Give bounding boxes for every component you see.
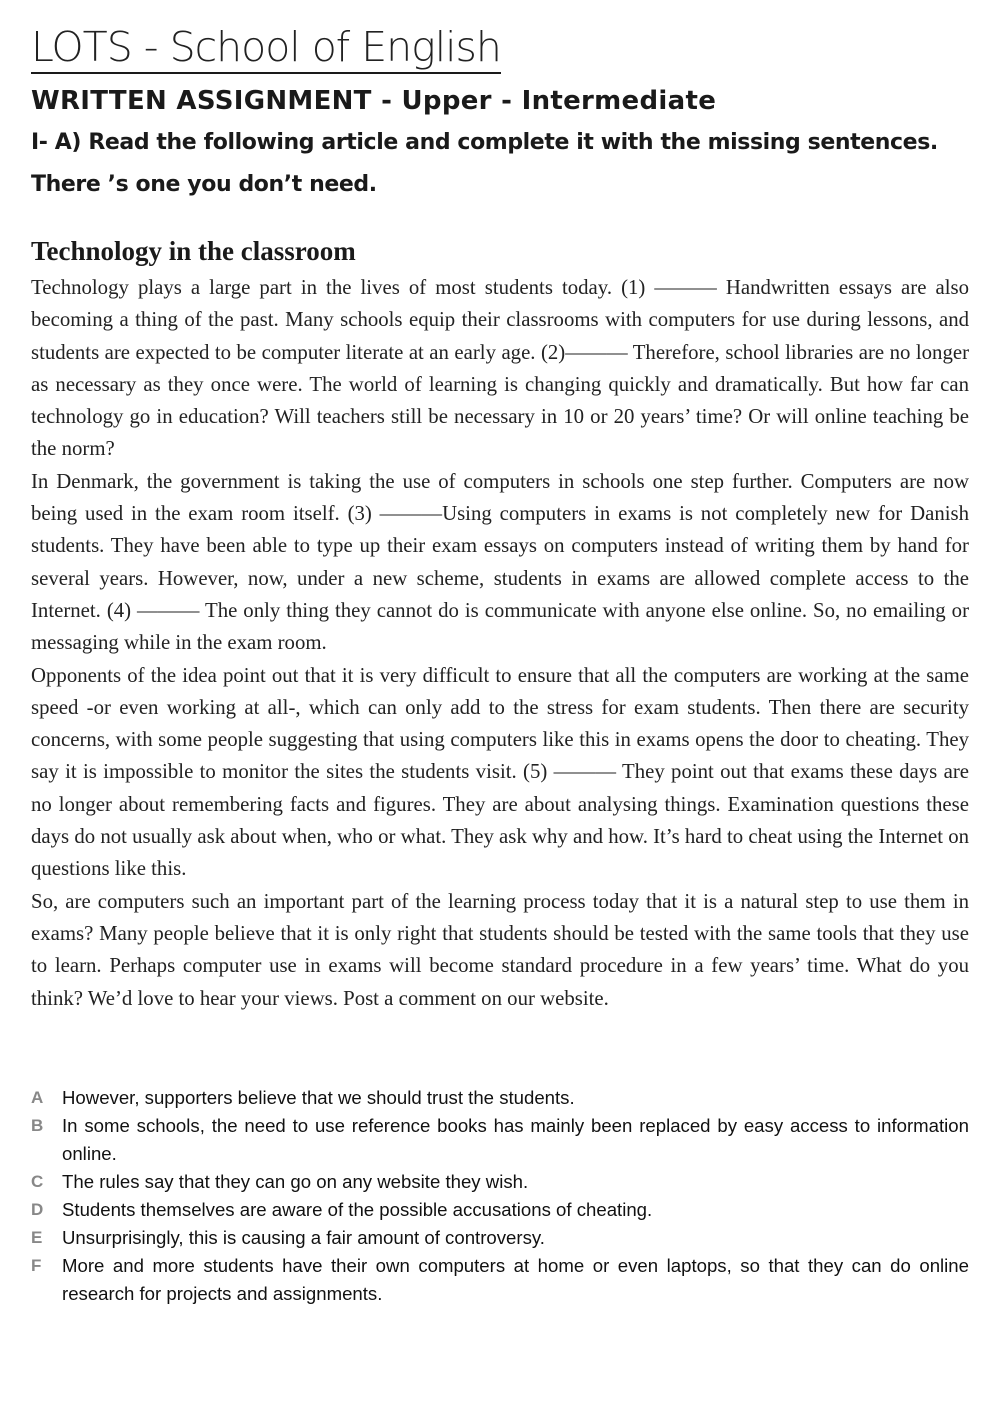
option-text: Students themselves are aware of the possible accusations of cheating. bbox=[62, 1199, 653, 1220]
option-text: The rules say that they can go on any website they wish. bbox=[62, 1171, 529, 1192]
article-paragraph: Technology plays a large part in the lives of most students today. (1) ——— Handwritten essays are also becoming a thing of the past. Many schools equip their classrooms with computers for use during lessons, and students are expected to be computer literate at an early age. (2)——— Therefore, school libraries are no longer as necessary as they once were. The world of learning is changing quickly and dramatically. But how far can technology go in education? Will teachers still be necessary in 10 or 20 years’ time? Or will online teaching be the norm? bbox=[31, 276, 969, 461]
article-body bbox=[31, 272, 969, 1015]
option-f bbox=[31, 1252, 969, 1308]
option-letter: F bbox=[31, 1256, 42, 1275]
school-title: LOTS - School of English bbox=[31, 24, 501, 74]
option-letter: E bbox=[31, 1228, 43, 1247]
option-a bbox=[31, 1084, 969, 1112]
option-b bbox=[31, 1112, 969, 1168]
option-letter: C bbox=[31, 1172, 44, 1191]
option-text: More and more students have their own computers at home or even laptops, so that they can do online research for projects and assignments. bbox=[62, 1255, 969, 1304]
article-paragraph: Opponents of the idea point out that it is very difficult to ensure that all the computers are working at the same speed -or even working at all-, which can only add to the stress for exam students. Then there are security concerns, with some people suggesting that using computers like this in exams opens the door to cheating. They say it is impossible to monitor the sites the students visit. (5) ——— They point out that exams these days are no longer about remembering facts and figures. They are about analysing things. Examination questions these days do not usually ask about when, who or what. They ask why and how. It’s hard to cheat using the Internet on questions like this. bbox=[31, 663, 969, 881]
article-paragraph: In Denmark, the government is taking the use of computers in schools one step further. Computers are now being used in the exam room itself. (3) ———Using computers in exams is not completely new for Danish students. They have been able to type up their exam essays on computers instead of writing them by hand for several years. However, now, under a new scheme, students in exams are allowed complete access to the Internet. (4) ——— The only thing they cannot do is communicate with anyone else online. So, no emailing or messaging while in the exam room. bbox=[31, 469, 969, 655]
article-title: Technology in the classroom bbox=[31, 236, 356, 266]
worksheet-page bbox=[31, 24, 969, 1015]
task-instruction: I- A) Read the following article and complete it with the missing sentences. There ’s one you don’t need. bbox=[31, 130, 938, 197]
option-e bbox=[31, 1224, 969, 1252]
option-letter: D bbox=[31, 1200, 44, 1219]
assignment-title: WRITTEN ASSIGNMENT - Upper - Intermediate bbox=[31, 86, 717, 116]
option-text: Unsurprisingly, this is causing a fair amount of controversy. bbox=[62, 1227, 545, 1248]
option-letter: A bbox=[31, 1088, 44, 1107]
option-text: In some schools, the need to use reference books has mainly been replaced by easy access to information online. bbox=[62, 1115, 969, 1164]
option-letter: B bbox=[31, 1116, 44, 1135]
option-c bbox=[31, 1168, 969, 1196]
option-text: However, supporters believe that we should trust the students. bbox=[62, 1087, 575, 1108]
option-d bbox=[31, 1196, 969, 1224]
missing-sentences-list bbox=[31, 1084, 969, 1308]
article-paragraph: So, are computers such an important part of the learning process today that it is a natural step to use them in exams? Many people believe that it is only right that students should be tested with the same tools that they use to learn. Perhaps computer use in exams will become standard procedure in a few years’ time. What do you think? We’d love to hear your views. Post a comment on our website. bbox=[31, 889, 969, 1010]
